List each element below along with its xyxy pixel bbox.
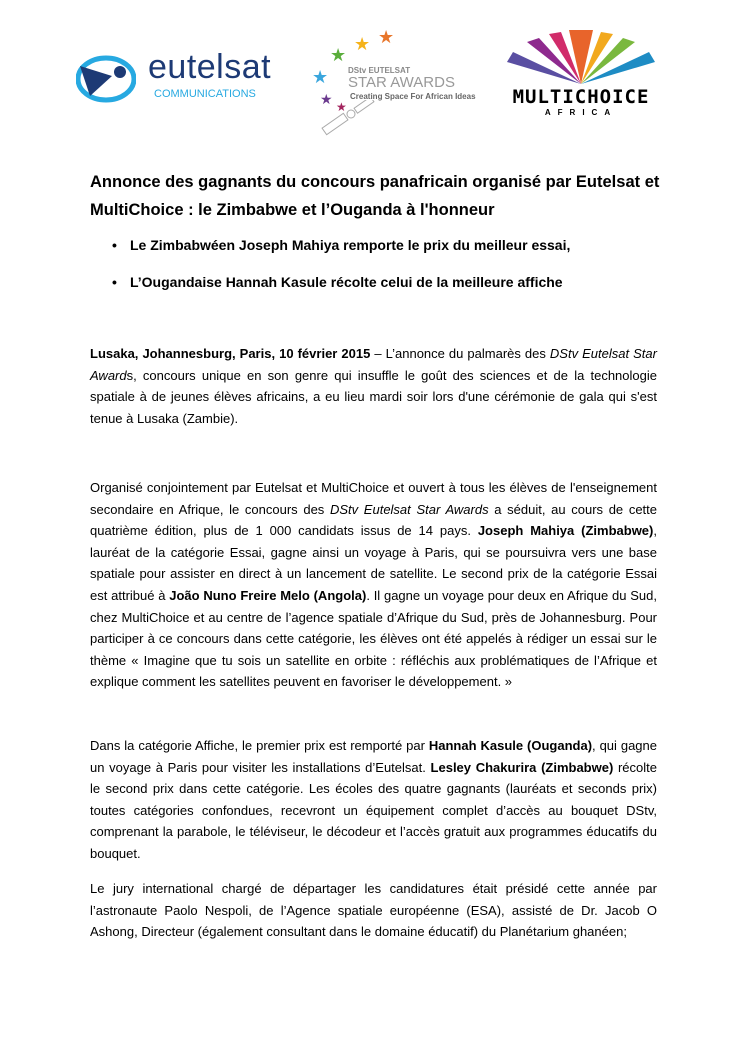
dateline: Lusaka, Johannesburg, Paris, 10 février 2015: [90, 346, 371, 361]
winner-name: João Nuno Freire Melo (Angola): [169, 587, 367, 603]
event-name: DStv Eutelsat Star Award: [90, 346, 657, 383]
multichoice-subtitle: AFRICA: [544, 108, 618, 117]
text: s, concours unique en son genre qui insuffle le goût des sciences et de la technologie spatiale à de jeunes élèves africains, a eu lieu mardi soir lors d'une cérémonie de gala qui s'est tenue à Lusaka (Zambie).: [90, 367, 657, 426]
star-icon: ★: [336, 100, 347, 114]
text: a séduit, au cours de cette quatrième édition, plus de 1 000 candidats issus de 14 pays.: [90, 501, 658, 539]
intro-paragraph: [90, 343, 657, 429]
eutelsat-wordmark: eutelsat: [148, 48, 272, 86]
star-icon: ★: [354, 34, 371, 54]
star-awards-logo: [308, 28, 483, 138]
multichoice-logo: [505, 30, 657, 122]
winner-name: Hannah Kasule (Ouganda): [428, 738, 593, 753]
body-paragraph-poster: [90, 735, 657, 865]
highlights-list: [130, 237, 570, 311]
text: Dans la catégorie Affiche, le premier prix est remporté par: [90, 738, 429, 753]
multichoice-wordmark: MULTICHOICE: [512, 86, 650, 108]
star-icon: ★: [320, 91, 333, 107]
eutelsat-logo: [76, 48, 291, 108]
text: , lauréat de la catégorie Essai, gagne ainsi un voyage à Paris, qui se poursuivra vers une base spatiale pour assister en direct à un lancement de satellite. Le second prix de la catégorie Essai est attribué à: [90, 523, 657, 603]
body-paragraph-essay: [90, 477, 657, 693]
star-awards-line1: DStv EUTELSAT: [348, 66, 411, 75]
star-icon: ★: [312, 67, 329, 87]
text: – L’annonce du palmarès des: [370, 346, 550, 361]
satellite-icon: [318, 100, 378, 140]
star-awards-tagline: Creating Space For African Ideas: [350, 92, 476, 101]
text: récolte le second prix dans cette catégorie. Les écoles des quatre gagnants (lauréats et seconds prix) toutes catégories confondues, recevront un équipement complet d’accès au bouquet DStv, comprenant la parabole, le téléviseur, le décodeur et l’accès gratuit aux programmes éducatifs du bouquet.: [90, 759, 657, 861]
body-paragraph-jury: [90, 878, 657, 943]
winner-name: Joseph Mahiya (Zimbabwe): [477, 523, 654, 539]
eutelsat-emblem-icon: [76, 54, 136, 104]
multichoice-fan-icon: [505, 30, 657, 86]
star-icon: ★: [378, 27, 395, 47]
text: , qui gagne un voyage à Paris pour visiter les installations d’Eutelsat.: [90, 738, 657, 775]
text: Le jury international chargé de départager les candidatures était présidé cette année par l’astronaute Paolo Nespoli, de l’Agence spatiale européenne (ESA), assisté de Dr. Jacob O Ashong, Directeur (également consultant dans le domaine éducatif) du Planétarium ghanéen;: [90, 881, 657, 940]
highlight-item: • Le Zimbabwéen Joseph Mahiya remporte le prix du meilleur essai,: [130, 237, 570, 274]
star-icon: ★: [330, 45, 347, 65]
eutelsat-subtitle: COMMUNICATIONS: [154, 88, 256, 100]
winner-name: Lesley Chakurira (Zimbabwe): [430, 759, 614, 775]
text: Organisé conjointement par Eutelsat et MultiChoice et ouvert à tous les élèves de l'enseignement secondaire en Afrique, le concours des: [90, 480, 657, 517]
highlight-item: • L’Ougandaise Hannah Kasule récolte celui de la meilleure affiche: [130, 274, 570, 311]
press-release-title: Annonce des gagnants du concours panafricain organisé par Eutelsat et MultiChoice : le Zimbabwe et l’Ouganda à l'honneur: [90, 173, 660, 219]
star-awards-line2: STAR AWARDS: [348, 74, 455, 91]
text: . Il gagne un voyage pour deux en Afrique du Sud, chez MultiChoice et au centre de l’agence spatiale d’Afrique du Sud, près de Johannesburg. Pour participer à ce concours dans cette catégorie, les élèves ont été appelés à rédiger un essai sur le thème « Imagine que tu sois un satellite en orbite : réfléchis aux problématiques de l’Afrique et explique comment les satellites peuvent en favoriser le développement. »: [90, 587, 657, 690]
event-name: DStv Eutelsat Star Awards: [329, 501, 489, 517]
